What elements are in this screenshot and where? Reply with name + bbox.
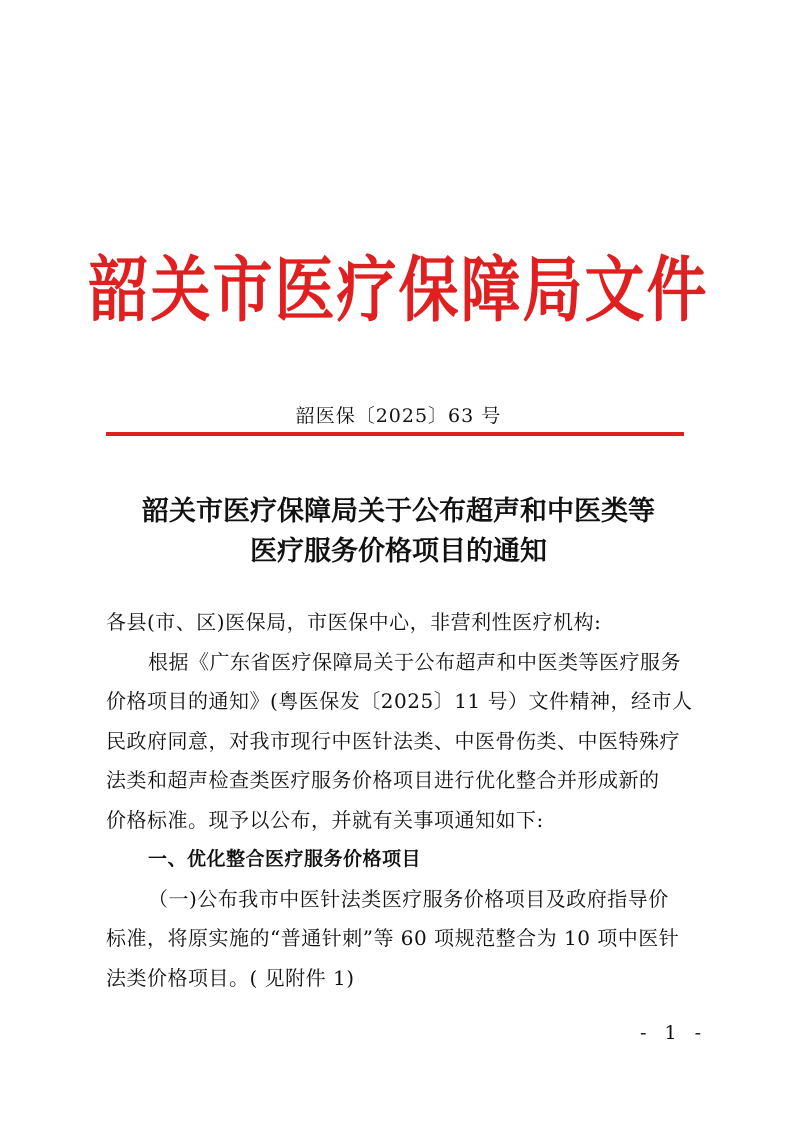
page-number: - 1 - <box>640 1022 708 1044</box>
paragraph-2-line: 标准，将原实施的“普通针刺”等 60 项规范整合为 10 项中医针 <box>106 926 680 950</box>
notice-body <box>106 603 696 998</box>
notice-title-line-1: 韶关市医疗保障局关于公布超声和中医类等 <box>142 496 655 527</box>
salutation: 各县(市、区)医保局，市医保中心，非营利性医疗机构: <box>106 610 602 634</box>
notice-title <box>90 492 707 572</box>
notice-title-line-2: 医疗服务价格项目的通知 <box>250 536 547 567</box>
red-divider-line <box>106 432 684 436</box>
paragraph-1-line: 根据《广东省医疗保障局关于公布超声和中医类等医疗服务 <box>148 649 681 674</box>
paragraph-2-line: （一)公布我市中医针法类医疗服务价格项目及政府指导价 <box>148 886 669 911</box>
paragraph-1-line: 价格项目的通知》(粤医保发〔2025〕11 号）文件精神，经市人 <box>106 689 693 713</box>
document-number: 韶医保〔2025〕63 号 <box>295 405 502 427</box>
paragraph-1-line: 民政府同意，对我市现行中医针法类、中医骨伤类、中医特殊疗 <box>106 728 680 753</box>
paragraph-1-line: 法类和超声检查类医疗服务价格项目进行优化整合并形成新的 <box>106 768 660 792</box>
masthead-title: 韶关市医疗保障局文件 <box>88 249 709 333</box>
paragraph-1-line: 价格标准。现予以公布，并就有关事项通知如下: <box>106 807 544 832</box>
section-heading-1: 一、优化整合医疗服务价格项目 <box>148 848 422 870</box>
paragraph-2-line: 法类价格项目。( 见附件 1) <box>106 965 355 990</box>
